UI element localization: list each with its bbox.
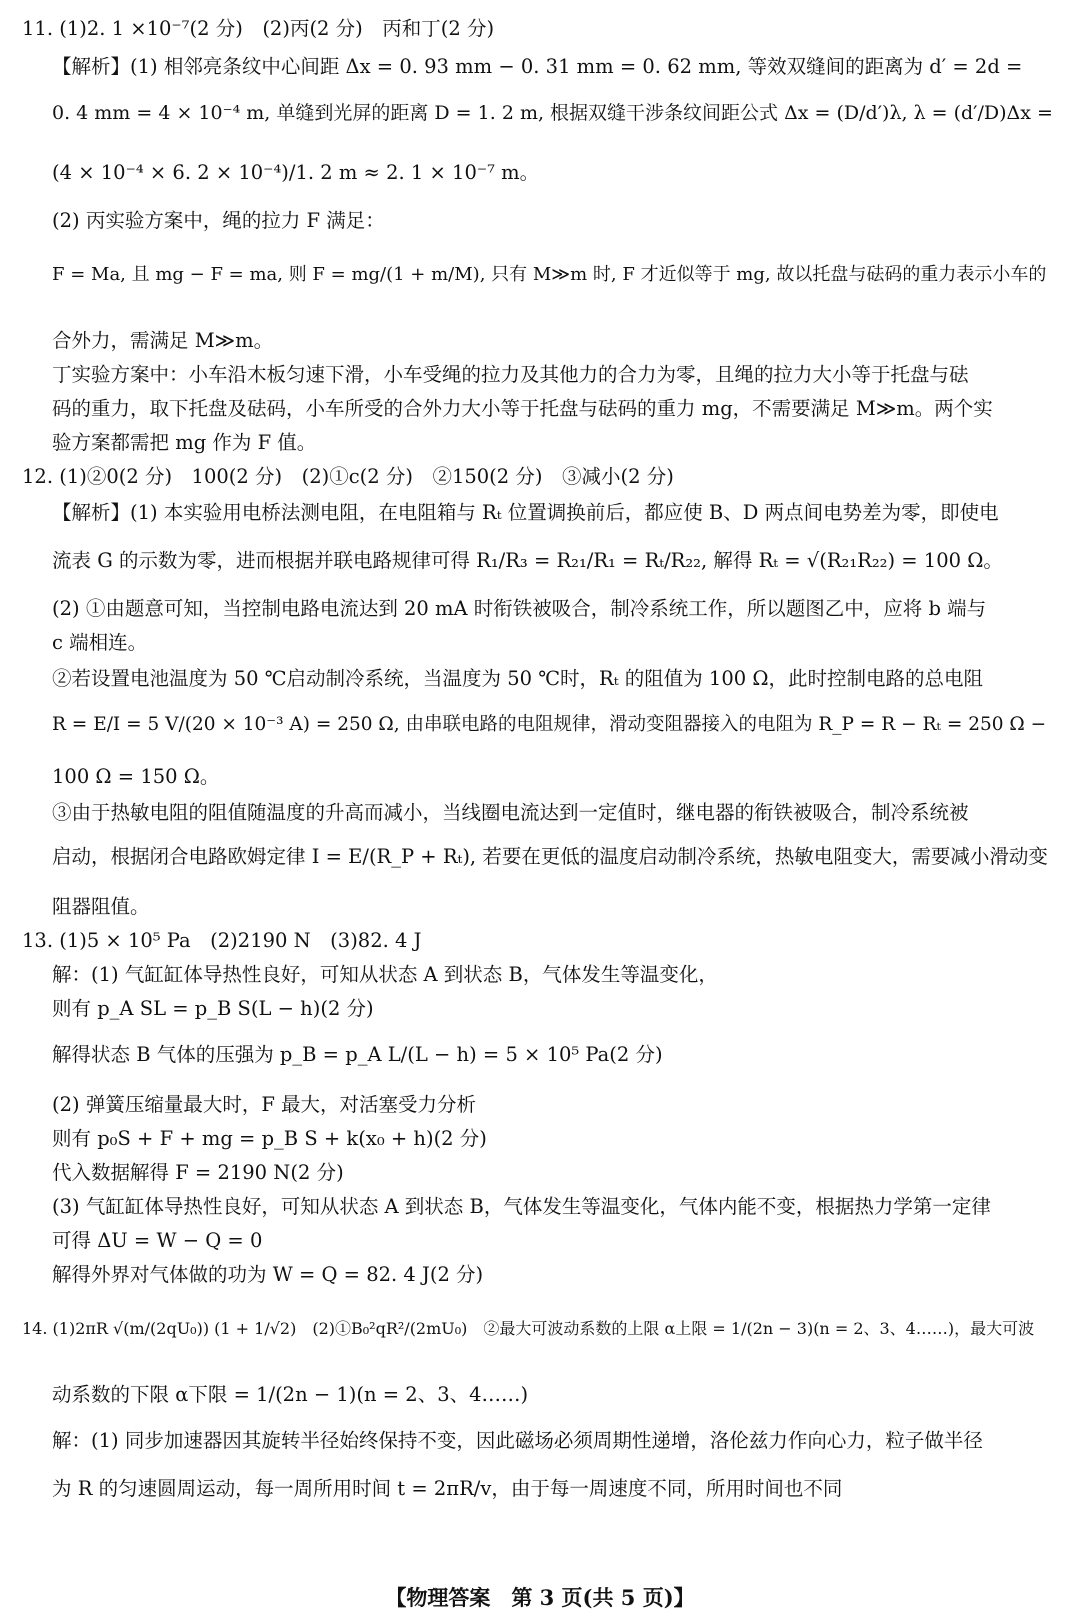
q13-solution-line-8: 可得 ΔU = W − Q = 0: [52, 1229, 263, 1252]
q13-solution-line-4: (2) 弹簧压缩量最大时，F 最大，对活塞受力分析: [52, 1093, 477, 1116]
q11-answer-line: 11. (1)2. 1 ×10⁻⁷(2 分) (2)丙(2 分) 丙和丁(2 分): [22, 17, 495, 40]
q14-answer-line-1: 14. (1)2πR √(m/(2qU₀)) (1 + 1/√2) (2)①B₀²qR²/(2mU₀) ②最大可波动系数的上限 α上限 = 1/(2n − 3)(n = 2、3、4……)，最大可波: [22, 1319, 1035, 1338]
q11-ding-line-1: 丁实验方案中：小车沿木板匀速下滑，小车受绳的拉力及其他力的合力为零，且绳的拉力大小等于托盘与砝: [52, 363, 969, 386]
q11-ding-line-2: 码的重力，取下托盘及砝码，小车所受的合外力大小等于托盘与砝码的重力 mg，不需要满足 M≫m。两个实: [52, 397, 993, 420]
q11-analysis-line-1: 【解析】(1) 相邻亮条纹中心间距 Δx = 0. 93 mm − 0. 31 mm = 0. 62 mm, 等效双缝间的距离为 d′ = 2d =: [52, 55, 1023, 78]
q14-solution-line-2: 为 R 的匀速圆周运动，每一周所用时间 t = 2πR/v，由于每一周速度不同，所用时间也不同: [52, 1477, 843, 1500]
q13-solution-line-5: 则有 p₀S + F + mg = p_B S + k(x₀ + h)(2 分): [52, 1127, 487, 1150]
q12-part2-line-3: ②若设置电池温度为 50 ℃启动制冷系统，当温度为 50 ℃时，Rₜ 的阻值为 100 Ω，此时控制电路的总电阻: [52, 667, 984, 690]
q12-answer-line: 12. (1)②0(2 分) 100(2 分) (2)①c(2 分) ②150(2 分) ③减小(2 分): [22, 465, 674, 488]
q13-solution-line-6: 代入数据解得 F = 2190 N(2 分): [52, 1161, 344, 1184]
q12-part2-line-4: R = E/I = 5 V/(20 × 10⁻³ A) = 250 Ω, 由串联电路的电阻规律，滑动变阻器接入的电阻为 R_P = R − Rₜ = 250 Ω −: [52, 714, 1047, 735]
q12-analysis-line-1: 【解析】(1) 本实验用电桥法测电阻，在电阻箱与 Rₜ 位置调换前后，都应使 B、D 两点间电势差为零，即使电: [52, 501, 999, 524]
q13-solution-line-7: (3) 气缸缸体导热性良好，可知从状态 A 到状态 B，气体发生等温变化，气体内能不变，根据热力学第一定律: [52, 1195, 991, 1218]
q11-analysis-line-3: (4 × 10⁻⁴ × 6. 2 × 10⁻⁴)/1. 2 m ≈ 2. 1 × 10⁻⁷ m。: [52, 161, 540, 184]
q13-solution-line-9: 解得外界对气体做的功为 W = Q = 82. 4 J(2 分): [52, 1263, 484, 1286]
q12-part2-line-5: 100 Ω = 150 Ω。: [52, 765, 220, 788]
q13-solution-line-3: 解得状态 B 气体的压强为 p_B = p_A L/(L − h) = 5 × 10⁵ Pa(2 分): [52, 1043, 663, 1066]
q12-analysis-line-2: 流表 G 的示数为零，进而根据并联电路规律可得 R₁/R₃ = R₂₁/R₁ = Rₜ/R₂₂, 解得 Rₜ = √(R₂₁R₂₂) = 100 Ω。: [52, 549, 1003, 572]
q12-part3-line-3: 阻器阻值。: [52, 895, 150, 918]
q11-part2-conclusion: 合外力，需满足 M≫m。: [52, 329, 274, 352]
q12-part2-line-1: (2) ①由题意可知，当控制电路电流达到 20 mA 时衔铁被吸合，制冷系统工作，所以题图乙中，应将 b 端与: [52, 597, 987, 620]
q11-part2-intro: (2) 丙实验方案中，绳的拉力 F 满足：: [52, 209, 385, 232]
q11-ding-line-3: 验方案都需把 mg 作为 F 值。: [52, 431, 317, 454]
q11-part2-formula: F = Ma, 且 mg − F = ma, 则 F = mg/(1 + m/M), 只有 M≫m 时, F 才近似等于 mg, 故以托盘与砝码的重力表示小车的: [52, 264, 1047, 285]
q13-solution-line-1: 解：(1) 气缸缸体导热性良好，可知从状态 A 到状态 B，气体发生等温变化，: [52, 963, 718, 986]
q12-part3-line-2: 启动，根据闭合电路欧姆定律 I = E/(R_P + Rₜ), 若要在更低的温度启动制冷系统，热敏电阻变大，需要减小滑动变: [52, 845, 1048, 868]
q14-solution-line-1: 解：(1) 同步加速器因其旋转半径始终保持不变，因此磁场必须周期性递增，洛伦兹力作向心力，粒子做半径: [52, 1429, 983, 1452]
page-footer: 【物理答案 第 3 页(共 5 页)】: [385, 1585, 695, 1610]
q12-part2-line-2: c 端相连。: [52, 631, 148, 654]
q11-analysis-line-2: 0. 4 mm = 4 × 10⁻⁴ m, 单缝到光屏的距离 D = 1. 2 m, 根据双缝干涉条纹间距公式 Δx = (D/d′)λ, λ = (d′/D)Δx =: [52, 102, 1053, 124]
q13-answer-line: 13. (1)5 × 10⁵ Pa (2)2190 N (3)82. 4 J: [22, 929, 422, 952]
q12-part3-line-1: ③由于热敏电阻的阻值随温度的升高而减小，当线圈电流达到一定值时，继电器的衔铁被吸合，制冷系统被: [52, 801, 969, 824]
q14-answer-line-2: 动系数的下限 α下限 = 1/(2n − 1)(n = 2、3、4……): [52, 1383, 529, 1406]
q13-solution-line-2: 则有 p_A SL = p_B S(L − h)(2 分): [52, 997, 374, 1020]
